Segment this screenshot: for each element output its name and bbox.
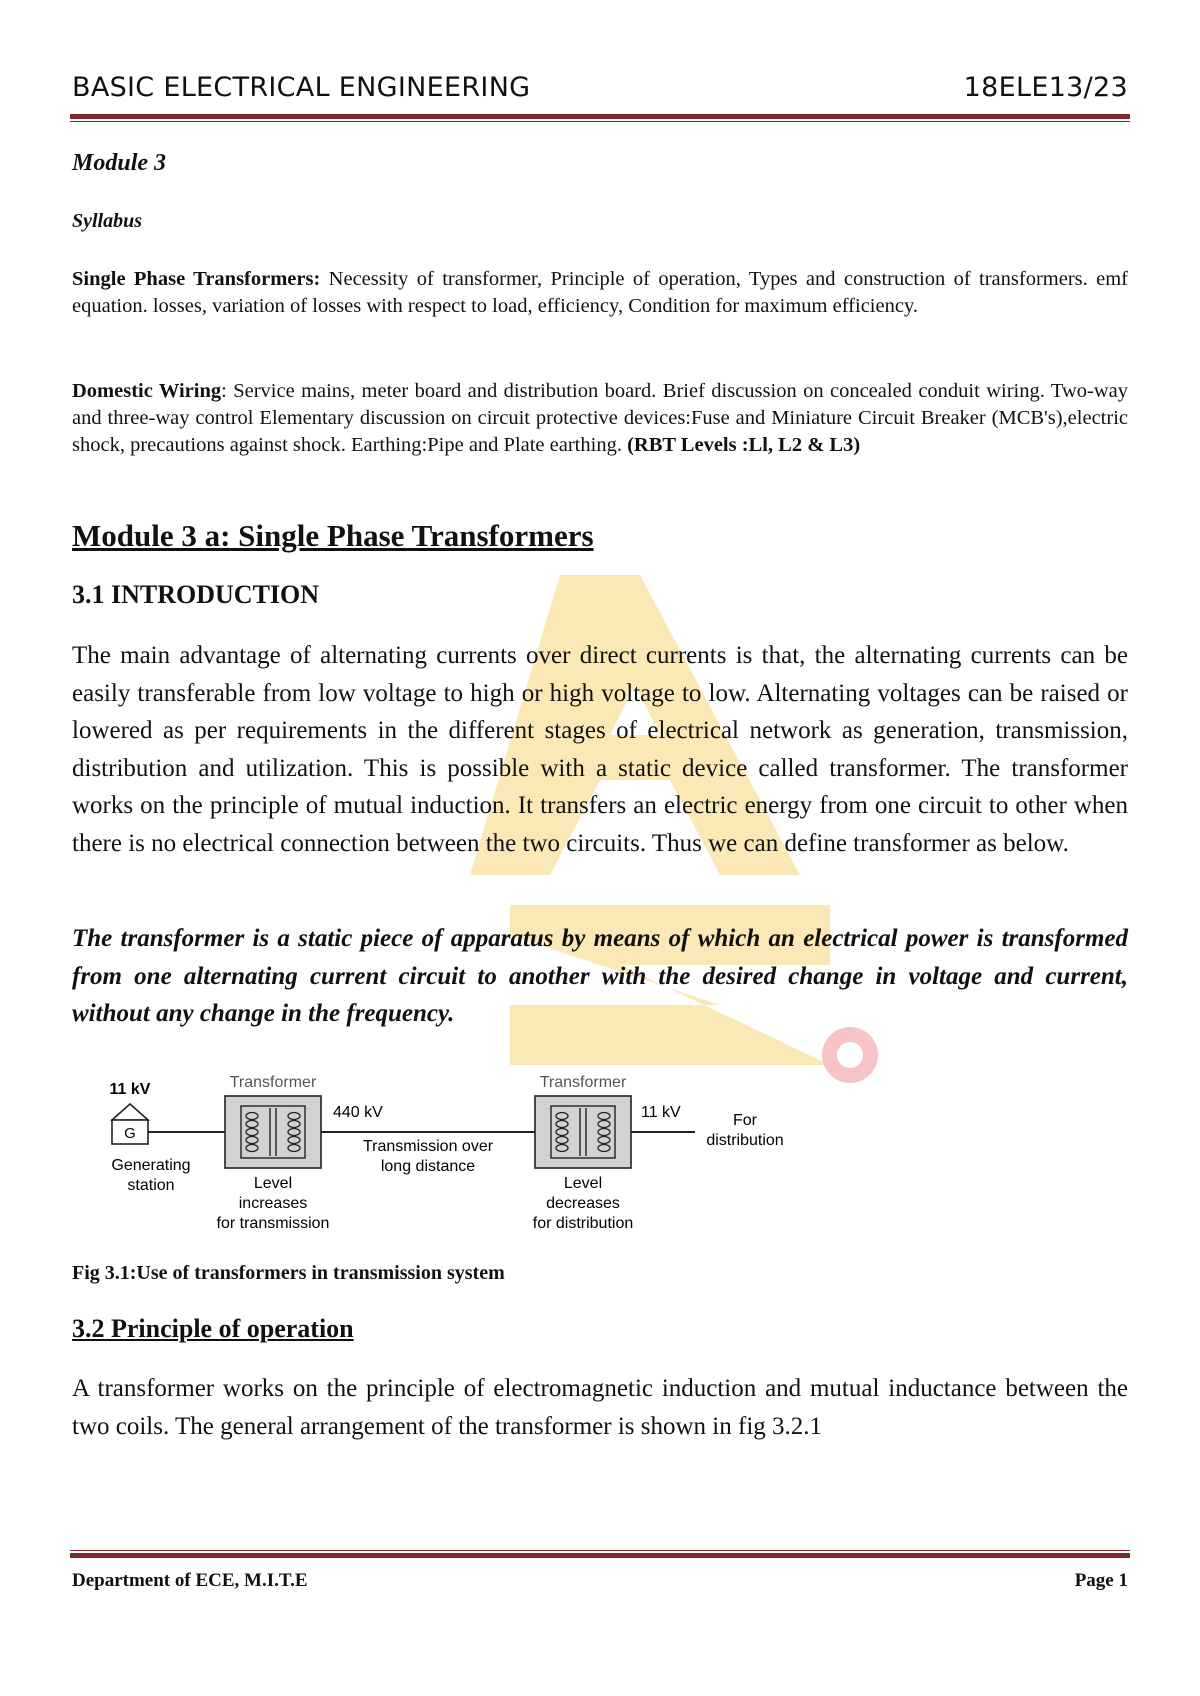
gen-voltage-label: 11 kV: [109, 1081, 151, 1098]
syllabus-rbt-levels: (RBT Levels :Ll, L2 & L3): [627, 434, 861, 456]
tx2-voltage-label: 11 kV: [641, 1104, 681, 1121]
syllabus-wiring-text: : Service mains, meter board and distribution board. Brief discussion on concealed conduit wiring. Two-way and three-way control Elementary discussion on circuit protective devices:Fuse and Miniature Circuit Breaker (MCB's),electric shock, precautions against shock. Earthing:Pipe and Plate earthing.: [72, 380, 1128, 456]
tx2-label-line2: decreases: [546, 1195, 620, 1212]
gen-label-line1: Generating: [111, 1157, 191, 1174]
footer-rule: [70, 1553, 1130, 1558]
out-label-line1: For: [733, 1112, 757, 1129]
tx1-label-line3: for transmission: [216, 1215, 330, 1232]
figure-caption: Fig 3.1:Use of transformers in transmission system: [72, 1262, 505, 1284]
transmission-system-figure: [95, 1060, 835, 1250]
out-label-line2: distribution: [706, 1132, 784, 1149]
transformer-2-icon: [535, 1096, 631, 1168]
tx1-title: Transformer: [229, 1074, 317, 1091]
syllabus-wiring-head: Domestic Wiring: [72, 380, 222, 402]
header-title: BASIC ELECTRICAL ENGINEERING: [72, 72, 531, 103]
syllabus-wiring: [72, 378, 1128, 459]
generating-station-icon: [112, 1104, 148, 1120]
gen-label-line2: station: [127, 1177, 175, 1194]
tx2-label-line3: for distribution: [532, 1215, 634, 1232]
generator-symbol: G: [124, 1125, 136, 1142]
line-label-line1: Transmission over: [362, 1138, 494, 1155]
syllabus-transformers-text: Necessity of transformer, Principle of operation, Types and construction of transformers. emf equation. losses, variation of losses with respect to load, efficiency, Condition for maximum efficiency.: [72, 268, 1128, 317]
footer-page-number: Page 1: [1074, 1570, 1128, 1591]
tx1-label-line1: Level: [253, 1175, 293, 1192]
syllabus-transformers: [72, 266, 1128, 320]
footer-rule-thin: [70, 1550, 1130, 1551]
syllabus-transformers-head: Single Phase Transformers:: [72, 268, 321, 290]
tx1-label-line2: increases: [238, 1195, 308, 1212]
section-heading-principle: 3.2 Principle of operation: [72, 1314, 354, 1343]
line-voltage-label: 440 kV: [333, 1104, 383, 1121]
tx2-title: Transformer: [539, 1074, 627, 1091]
module-label: Module 3: [72, 150, 167, 176]
header-rule: [70, 114, 1130, 119]
section-heading-introduction: 3.1 INTRODUCTION: [72, 580, 320, 609]
introduction-paragraph: The main advantage of alternating currents over direct currents is that, the alternating currents can be easily transferable from low voltage to high or high voltage to low. Alternating voltages can be raised or lowered as per requirements in the different stages of electrical network as generation, transmission, distribution and utilization. This is possible with a static device called transformer. The transformer works on the principle of mutual induction. It transfers an electric energy from one circuit to other when there is no electrical connection between the two circuits. Thus we can define transformer as below.: [72, 642, 1128, 857]
tx2-label-line1: Level: [563, 1175, 603, 1192]
header-course-code: 18ELE13/23: [963, 72, 1128, 103]
footer-department: Department of ECE, M.I.T.E: [72, 1570, 308, 1591]
transformer-definition: The transformer is a static piece of apparatus by means of which an electrical power is transformed from one alternating current circuit to another with the desired change in voltage and current, without any change in the frequency.: [72, 925, 1128, 1028]
principle-paragraph: A transformer works on the principle of electromagnetic induction and mutual inductance between the two coils. The general arrangement of the transformer is shown in fig 3.2.1: [72, 1375, 1128, 1440]
transformer-1-icon: [225, 1096, 321, 1168]
header-rule-thin: [70, 121, 1130, 122]
line-label-line2: long distance: [380, 1158, 476, 1175]
syllabus-label: Syllabus: [72, 210, 143, 232]
module-heading: Module 3 a: Single Phase Transformers: [72, 518, 594, 553]
